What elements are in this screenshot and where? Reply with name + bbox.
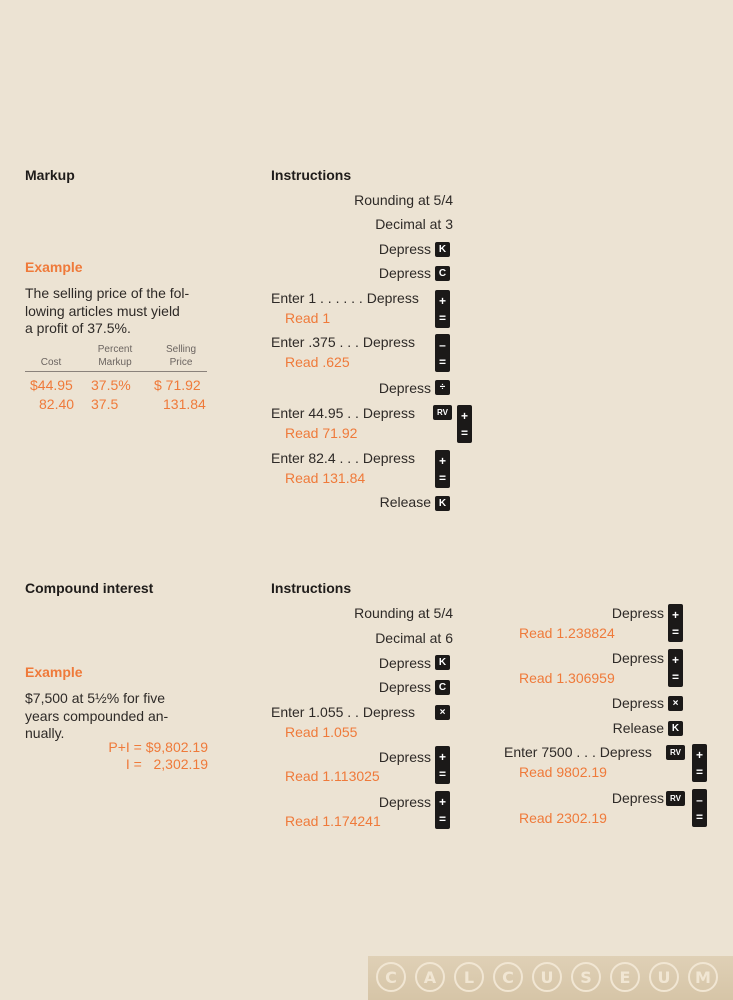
watermark-letter: C bbox=[376, 962, 406, 992]
watermark-letter: C bbox=[493, 962, 523, 992]
minus-equals-key-icon: – = bbox=[435, 334, 450, 372]
step-text: Depress bbox=[611, 650, 664, 666]
plus-equals-key-icon: + = bbox=[457, 405, 472, 443]
step-text: Depress bbox=[611, 695, 664, 711]
table-cell: $ 71.92 bbox=[154, 377, 201, 393]
col-header-price: Selling Price bbox=[165, 344, 197, 368]
description-line: $7,500 at 5½% for five bbox=[25, 690, 166, 706]
step-text: Rounding at 5/4 bbox=[354, 192, 453, 208]
plus-equals-key-icon: + = bbox=[692, 744, 707, 782]
plus-equals-key-icon: + = bbox=[435, 791, 450, 829]
plus-equals-key-icon: + = bbox=[435, 450, 450, 488]
description-line: nually. bbox=[25, 725, 65, 741]
step-text: Decimal at 6 bbox=[375, 630, 453, 646]
k-key-icon: K bbox=[435, 655, 450, 670]
step-text: Depress bbox=[378, 380, 431, 396]
table-cell: 131.84 bbox=[163, 396, 206, 412]
markup-title: Markup bbox=[25, 167, 75, 183]
watermark-letter: U bbox=[532, 962, 562, 992]
result-interest: I = 2,302.19 bbox=[125, 756, 208, 772]
plus-equals-key-icon: + = bbox=[668, 649, 683, 687]
table-cell: 82.40 bbox=[39, 396, 75, 412]
step-text: Depress bbox=[378, 655, 431, 671]
step-read: Read .625 bbox=[285, 354, 350, 370]
step-text: Depress bbox=[378, 265, 431, 281]
col-header-markup: Percent Markup bbox=[97, 344, 133, 368]
step-read: Read 1.238824 bbox=[519, 625, 615, 641]
step-text: Enter 7500 . . . Depress bbox=[504, 744, 652, 760]
step-read: Read 1 bbox=[285, 310, 331, 326]
times-key-icon: × bbox=[435, 705, 450, 720]
compound-instructions-title: Instructions bbox=[271, 580, 352, 596]
step-text: Rounding at 5/4 bbox=[354, 605, 453, 621]
step-text: Release bbox=[379, 494, 431, 510]
compound-description bbox=[25, 690, 168, 743]
watermark-letter: S bbox=[571, 962, 601, 992]
rv-key-icon: RV bbox=[666, 791, 685, 806]
c-key-icon: C bbox=[435, 266, 450, 281]
step-read: Read 9802.19 bbox=[519, 764, 607, 780]
step-text: Enter 44.95 . . Depress bbox=[271, 405, 415, 421]
rv-key-icon: RV bbox=[666, 745, 685, 760]
step-text: Depress bbox=[378, 241, 431, 257]
step-text: Depress bbox=[378, 679, 431, 695]
k-key-icon: K bbox=[435, 242, 450, 257]
plus-equals-key-icon: + = bbox=[435, 746, 450, 784]
step-read: Read 71.92 bbox=[285, 425, 358, 441]
step-text: Enter 1.055 . . Depress bbox=[271, 704, 415, 720]
compound-example-label: Example bbox=[25, 664, 83, 680]
step-read: Read 1.055 bbox=[285, 724, 358, 740]
calcuseum-watermark bbox=[368, 956, 733, 1000]
step-read: Read 1.174241 bbox=[285, 813, 381, 829]
plus-equals-key-icon: + = bbox=[435, 290, 450, 328]
times-key-icon: × bbox=[668, 696, 683, 711]
table-divider bbox=[25, 371, 207, 372]
compound-title: Compound interest bbox=[25, 580, 154, 596]
markup-example-label: Example bbox=[25, 259, 83, 275]
table-cell: $44.95 bbox=[30, 377, 73, 393]
watermark-letter: M bbox=[688, 962, 718, 992]
col-header-cost: Cost bbox=[40, 357, 62, 368]
plus-equals-key-icon: + = bbox=[668, 604, 683, 642]
minus-equals-key-icon: – = bbox=[692, 789, 707, 827]
watermark-letter: E bbox=[610, 962, 640, 992]
step-text: Release bbox=[612, 720, 664, 736]
k-key-icon: K bbox=[435, 496, 450, 511]
description-line: The selling price of the fol- bbox=[25, 285, 190, 301]
watermark-letter: A bbox=[415, 962, 445, 992]
description-line: years compounded an- bbox=[25, 707, 169, 724]
description-line: lowing articles must yield bbox=[25, 302, 180, 319]
k-key-icon: K bbox=[668, 721, 683, 736]
step-read: Read 2302.19 bbox=[519, 810, 607, 826]
step-text: Enter 82.4 . . . Depress bbox=[271, 450, 415, 466]
markup-description bbox=[25, 285, 189, 338]
step-text: Decimal at 3 bbox=[375, 216, 453, 232]
step-read: Read 1.113025 bbox=[285, 768, 380, 784]
watermark-letter: U bbox=[649, 962, 679, 992]
result-total: P+I = $9,802.19 bbox=[108, 739, 208, 755]
markup-instructions-title: Instructions bbox=[271, 167, 352, 183]
watermark-letter: L bbox=[454, 962, 484, 992]
step-text: Enter .375 . . . Depress bbox=[271, 334, 415, 350]
step-read: Read 131.84 bbox=[285, 470, 366, 486]
step-read: Read 1.306959 bbox=[519, 670, 615, 686]
divide-key-icon: ÷ bbox=[435, 380, 450, 395]
table-cell: 37.5 bbox=[91, 396, 119, 412]
step-text: Depress bbox=[378, 749, 431, 765]
rv-key-icon: RV bbox=[433, 405, 452, 420]
step-text: Depress bbox=[611, 790, 664, 806]
c-key-icon: C bbox=[435, 680, 450, 695]
description-line: a profit of 37.5%. bbox=[25, 320, 131, 336]
step-text: Depress bbox=[378, 794, 431, 810]
step-text: Depress bbox=[611, 605, 664, 621]
step-text: Enter 1 . . . . . . Depress bbox=[271, 290, 419, 306]
table-cell: 37.5% bbox=[91, 377, 131, 393]
